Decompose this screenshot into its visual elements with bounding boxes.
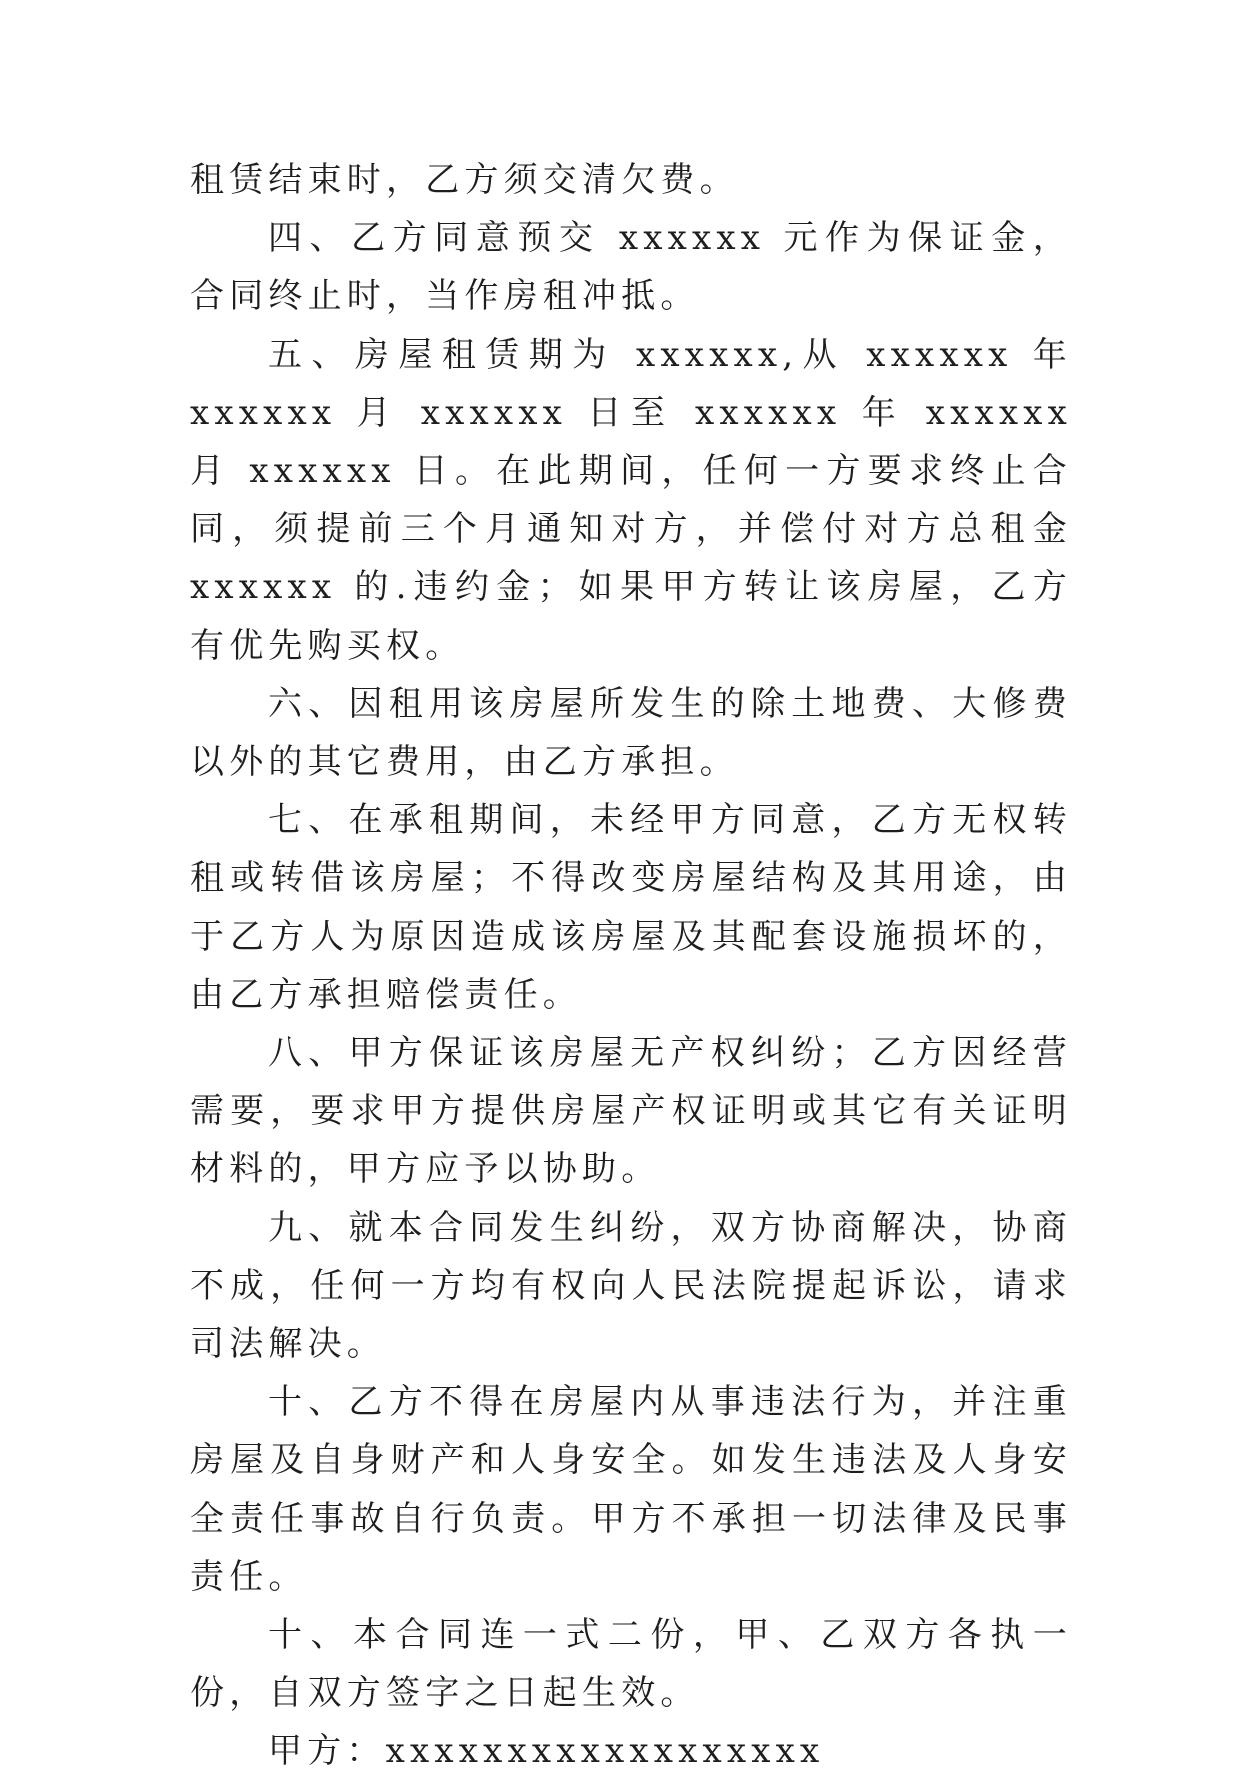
clause-7-sublease: 七、在承租期间，未经甲方同意，乙方无权转租或转借该房屋；不得改变房屋结构及其用途，由于乙方人为原因造成该房屋及其配套设施损坏的，由乙方承担赔偿责任。 <box>190 800 1072 1015</box>
party-a-signature: 甲方：xxxxxxxxxxxxxxxxxx <box>268 1731 825 1772</box>
paragraph-continuation: 租赁结束时，乙方须交清欠费。 <box>190 160 739 200</box>
clause-10-conduct: 十、乙方不得在房屋内从事违法行为，并注重房屋及自身财产和人身安全。如发生违法及人身安全责任事故自行负责。甲方不承担一切法律及民事责任。 <box>190 1382 1072 1597</box>
clause-10-copies: 十、本合同连一式二份，甲、乙双方各执一份，自双方签字之日起生效。 <box>190 1615 1072 1714</box>
clause-6-expenses: 六、因租用该房屋所发生的除土地费、大修费以外的其它费用，由乙方承担。 <box>190 683 1072 783</box>
clause-8-property-rights: 八、甲方保证该房屋无产权纠纷；乙方因经营需要，要求甲方提供房屋产权证明或其它有关证明材料的，甲方应予以协助。 <box>190 1033 1072 1190</box>
clause-4-deposit: 四、乙方同意预交 xxxxxx 元作为保证金，合同终止时，当作房租冲抵。 <box>190 218 1072 317</box>
clause-9-disputes: 九、就本合同发生纠纷，双方协商解决，协商不成，任何一方均有权向人民法院提起诉讼，请求司法解决。 <box>190 1207 1072 1365</box>
clause-5-lease-term: 五、房屋租赁期为 xxxxxx,从 xxxxxx 年 xxxxxx 月 xxxxxx 日至 xxxxxx 年 xxxxxx 月 xxxxxx 日。在此期间，任何一方要求终止合同，须提前三个月通知对方，并偿付对方总租金 xxxxxx 的.违约金；如果甲方转让该房屋，乙方有优先购买权。 <box>190 334 1072 666</box>
document-body <box>190 151 1072 1781</box>
